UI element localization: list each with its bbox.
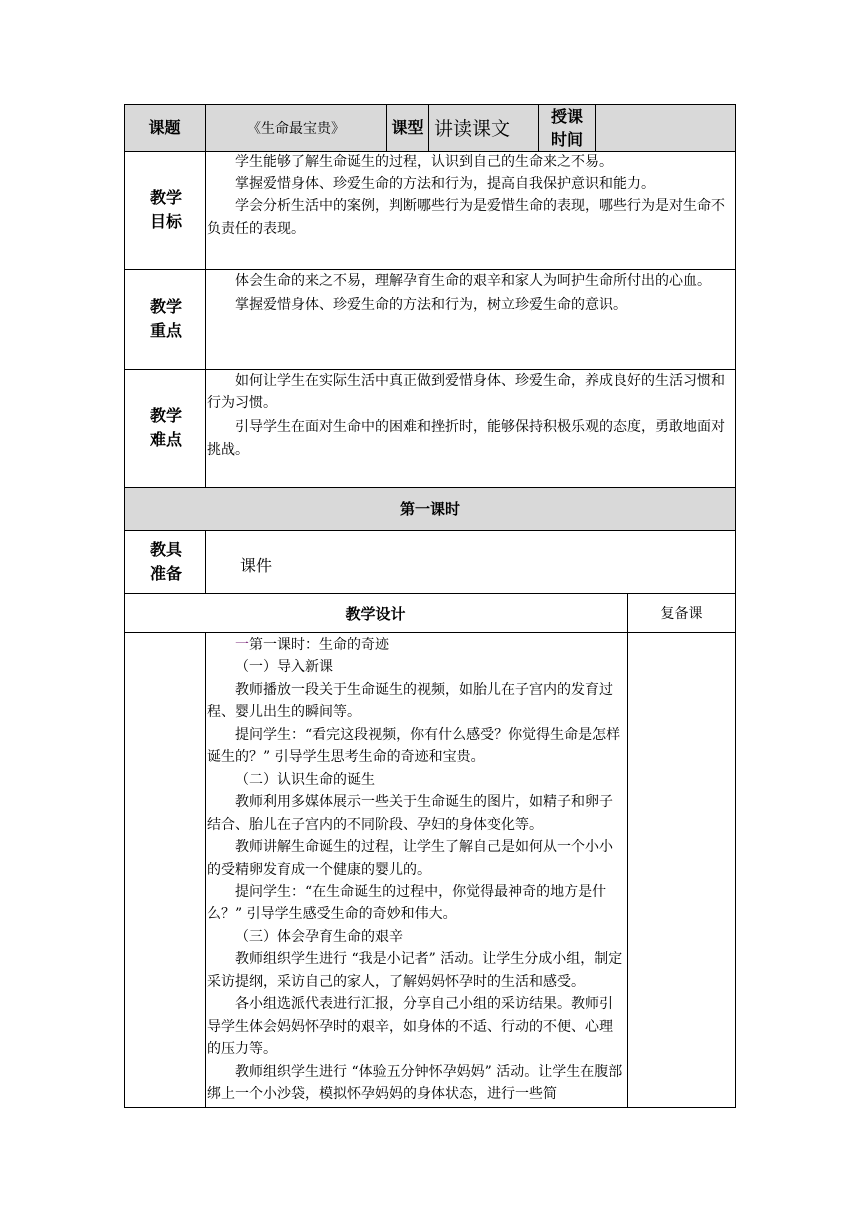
- type-label: 课型: [391, 118, 424, 137]
- design-paragraph: 教师讲解生命诞生的过程，让学生了解自己是如何从一个小小的受精卵发育成一个健康的婴儿的。: [207, 839, 613, 878]
- difficulties-item: 如何让学生在实际生活中真正做到爱惜身体、珍爱生命，养成良好的生活习惯和行为习惯。: [207, 373, 725, 412]
- difficulties-label: 教学难点: [149, 406, 182, 449]
- difficulties-item: 引导学生在面对生命中的困难和挫折时，能够保持积极乐观的态度，勇敢地面对挑战。: [207, 419, 725, 458]
- time-label: 授课时间: [550, 107, 583, 149]
- topic-value: 《生命最宝贵》: [247, 121, 345, 137]
- design-content: [207, 634, 626, 1106]
- type-value: 讲读课文: [434, 118, 511, 140]
- materials-row: [124, 530, 736, 594]
- materials-label: 教具准备: [149, 540, 182, 583]
- keypoints-item: 掌握爱惜身体、珍爱生命的方法和行为，树立珍爱生命的意识。: [235, 297, 627, 314]
- keypoints-label: 教学重点: [149, 297, 182, 340]
- lead-mark: 一: [235, 637, 249, 653]
- lesson-header: 第一课时: [399, 500, 460, 518]
- design-paragraph: 教师组织学生进行 “我是小记者” 活动。让学生分成小组，制定采访提纲，采访自己的家人，了解妈妈怀孕时的生活和感受。: [207, 951, 623, 990]
- review-title: 复备课: [660, 606, 703, 622]
- keypoints-item: 体会生命的来之不易，理解孕育生命的艰辛和家人为呵护生命所付出的心血。: [235, 273, 711, 289]
- design-paragraph: 提问学生：“看完这段视频，你有什么感受？你觉得生命是怎样诞生的？” 引导学生思考生命的奇迹和宝贵。: [207, 726, 621, 766]
- keypoints-content: [207, 270, 734, 316]
- lead-text: 第一课时：生命的奇迹: [249, 637, 389, 653]
- topic-label: 课题: [148, 118, 181, 137]
- goals-content: [207, 151, 734, 240]
- goals-label: 教学目标: [149, 188, 182, 231]
- difficulties-content: [207, 370, 734, 461]
- design-paragraph: 教师组织学生进行 “体验五分钟怀孕妈妈” 活动。让学生在腹部绑上一个小沙袋，模拟怀孕妈妈的身体状态，进行一些简: [207, 1063, 623, 1103]
- design-paragraph: 提问学生：“在生命诞生的过程中，你觉得最神奇的地方是什么？” 引导学生感受生命的奇妙和伟大。: [207, 883, 607, 923]
- goals-item: 掌握爱惜身体、珍爱生命的方法和行为，提高自我保护意识和能力。: [235, 176, 655, 193]
- design-paragraph: 教师利用多媒体展示一些关于生命诞生的图片，如精子和卵子结合、胎儿在子宫内的不同阶段、孕妇的身体变化等。: [207, 794, 613, 833]
- design-lead: [207, 634, 626, 656]
- design-left-cell: [124, 632, 206, 1108]
- design-paragraph: 教师播放一段关于生命诞生的视频，如胎儿在子宫内的发育过程、婴儿出生的瞬间等。: [207, 681, 613, 721]
- materials-value: 课件: [240, 556, 273, 575]
- time-value-cell: [595, 104, 736, 152]
- design-paragraph: （二）认识生命的诞生: [235, 771, 375, 788]
- goals-item: 学生能够了解生命诞生的过程，认识到自己的生命来之不易。: [235, 154, 613, 170]
- design-paragraph: 各小组选派代表进行汇报，分享自己小组的采访结果。教师引导学生体会妈妈怀孕时的艰辛，如身体的不适、行动的不便、心理的压力等。: [207, 996, 613, 1058]
- goals-item: 学会分析生活中的案例，判断哪些行为是爱惜生命的表现，哪些行为是对生命不负责任的表现。: [207, 198, 725, 237]
- design-paragraph: （三）体会孕育生命的艰辛: [235, 928, 403, 945]
- design-title: 教学设计: [345, 605, 406, 623]
- design-review-cell: [627, 632, 736, 1108]
- design-paragraph: （一）导入新课: [235, 659, 333, 676]
